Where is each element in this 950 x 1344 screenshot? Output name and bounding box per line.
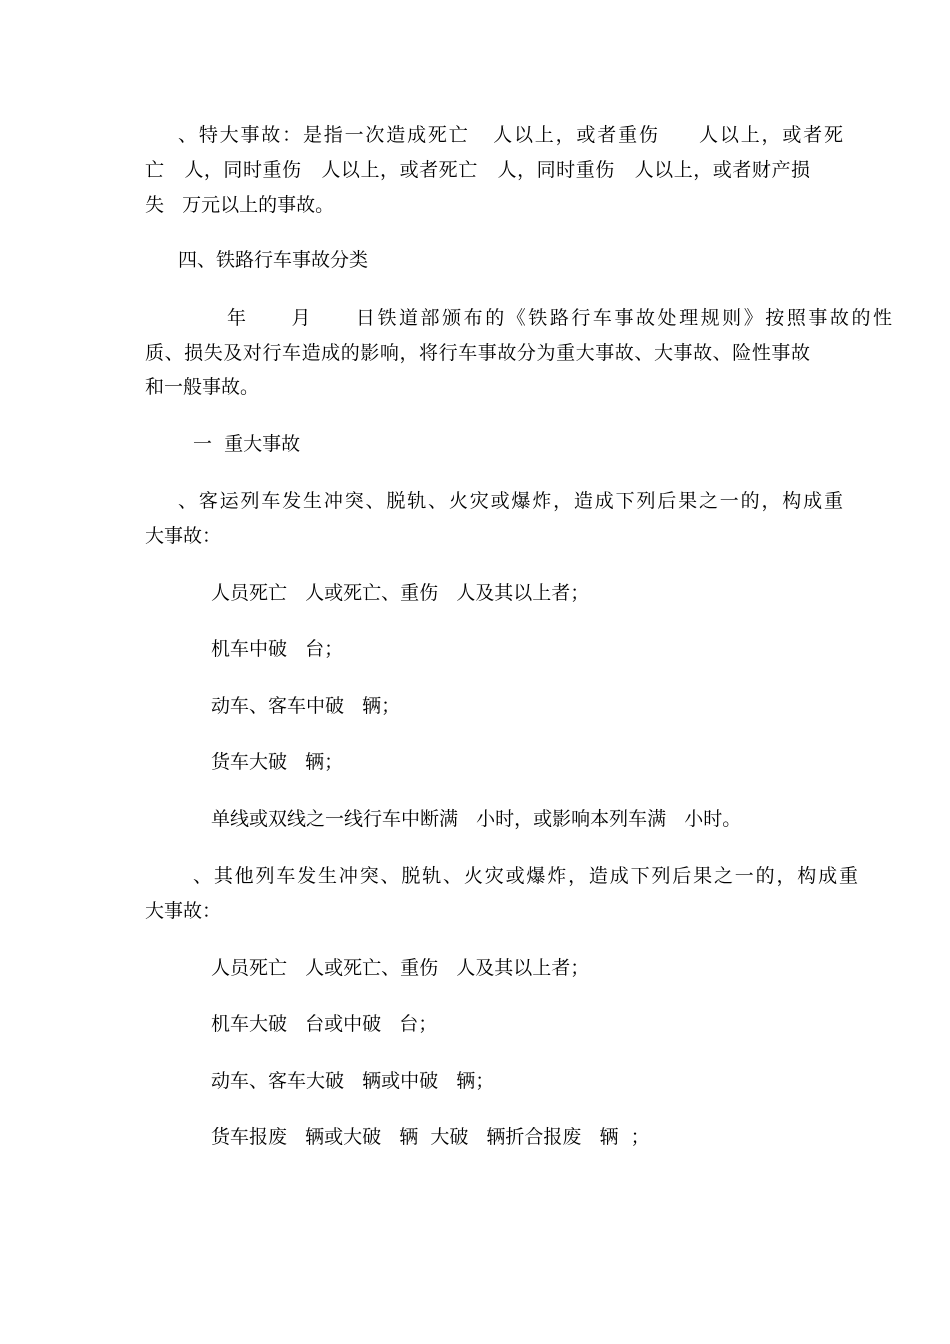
- paragraph-line-5: 年 月 日铁道部颁布的《铁路行车事故处理规则》按照事故的性: [227, 307, 892, 329]
- subsection-heading-major: 一 重大事故: [193, 433, 301, 455]
- list-item: 机车中破 台；: [211, 638, 344, 660]
- paragraph-line-9: 、客运列车发生冲突、脱轨、火灾或爆炸，造成下列后果之一的，构成重: [178, 490, 843, 512]
- paragraph-line-16: 、其他列车发生冲突、脱轨、火灾或爆炸，造成下列后果之一的，构成重: [193, 865, 858, 887]
- paragraph-line-6: 质、损失及对行车造成的影响，将行车事故分为重大事故、大事故、险性事故: [145, 342, 810, 364]
- list-item: 动车、客车中破 辆；: [211, 695, 401, 717]
- list-item: 人员死亡 人或死亡、重伤 人及其以上者；: [211, 957, 590, 979]
- list-item: 货车报废 辆或大破 辆 大破 辆折合报废 辆 ；: [211, 1126, 650, 1148]
- paragraph-line-3: 失 万元以上的事故。: [145, 194, 335, 216]
- paragraph-line-7: 和一般事故。: [145, 376, 260, 398]
- paragraph-line-17: 大事故：: [145, 900, 222, 922]
- list-item: 动车、客车大破 辆或中破 辆；: [211, 1070, 495, 1092]
- list-item: 货车大破 辆；: [211, 751, 344, 773]
- paragraph-line-1: 、特大事故：是指一次造成死亡 人以上，或者重伤 人以上，或者死: [178, 124, 843, 146]
- list-item: 机车大破 台或中破 台；: [211, 1013, 438, 1035]
- section-heading-4: 四、铁路行车事故分类: [178, 249, 369, 271]
- list-item: 单线或双线之一线行车中断满 小时，或影响本列车满 小时。: [211, 808, 742, 830]
- paragraph-line-10: 大事故：: [145, 525, 222, 547]
- list-item: 人员死亡 人或死亡、重伤 人及其以上者；: [211, 582, 590, 604]
- paragraph-line-2: 亡 人，同时重伤 人以上，或者死亡 人，同时重伤 人以上，或者财产损: [145, 159, 810, 181]
